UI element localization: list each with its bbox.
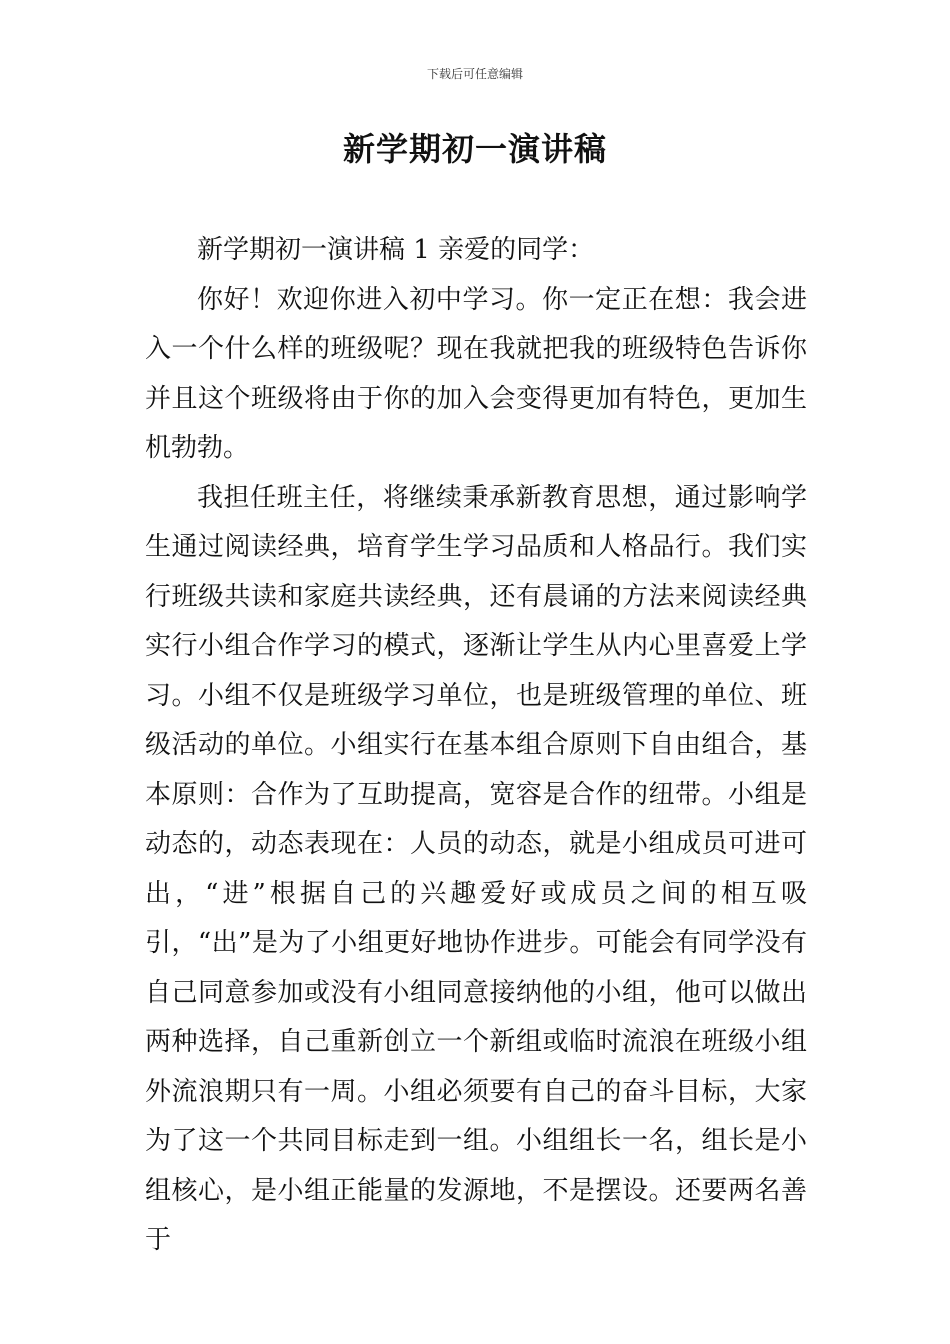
document-body: [145, 226, 807, 1266]
header-note: 下载后可任意编辑: [426, 67, 523, 81]
document-title: 新学期初一演讲稿: [342, 130, 607, 168]
paragraph-class-description: 我担任班主任，将继续秉承新教育思想，通过影响学生通过阅读经典，培育学生学习品质和人格品行。我们实行班级共读和家庭共读经典，还有晨诵的方法来阅读经典实行小组合作学习的模式，逐渐让学生从内心里喜爱上学习。小组不仅是班级学习单位，也是班级管理的单位、班级活动的单位。小组实行在基本组合原则下自由组合，基本原则：合作为了互助提高，宽容是合作的纽带。小组是动态的，动态表现在：人员的动态，就是小组成员可进可出，“进”根据自己的兴趣爱好或成员之间的相互吸引，“出”是为了小组更好地协作进步。可能会有同学没有自己同意参加或没有小组同意接纳他的小组，他可以做出两种选择，自己重新创立一个新组或临时流浪在班级小组外流浪期只有一周。小组必须要有自己的奋斗目标，大家为了这一个共同目标走到一组。小组组长一名，组长是小组核心，是小组正能量的发源地，不是摆设。还要两名善于: [145, 482, 807, 1255]
paragraph-welcome: 你好！欢迎你进入初中学习。你一定正在想：我会进入一个什么样的班级呢？现在我就把我的班级特色告诉你并且这个班级将由于你的加入会变得更加有特色，更加生机勃勃。: [145, 284, 807, 463]
paragraph-greeting: 新学期初一演讲稿 1 亲爱的同学：: [197, 235, 595, 265]
